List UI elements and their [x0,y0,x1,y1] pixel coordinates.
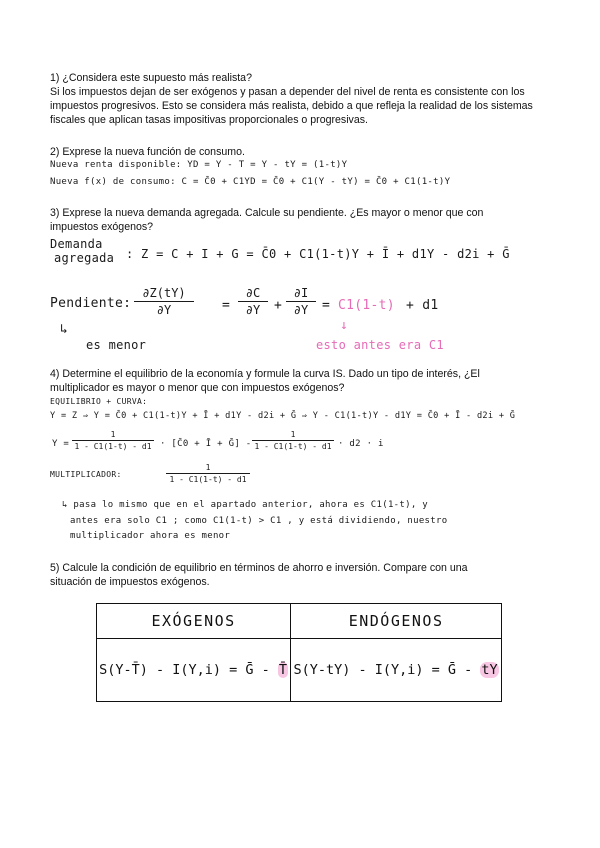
q3-slope-equals-1: = [222,298,231,313]
q3-slope-fraction-2-num: ∂C [238,286,268,302]
q4-equilibrium-equation: Y = Z ⇒ Y = C̄0 + C1(1-t)Y + Ī + d1Y - d2i + Ḡ ⇒ Y - C1(1-t)Y - d1Y = C̄0 + Ī - d2i + Ḡ [50,411,516,421]
q4-multiplier-fraction-1 [72,430,154,451]
q4-fraction-2-num: 1 [252,430,334,441]
q1-body-line-3: fiscales que aplican tasas impositivas proporcionales o progresivas. [50,114,368,126]
q4-fraction-1-den: 1 - C1(1-t) - d1 [74,442,152,451]
exogenos-equation-text: S(Y-T̄) - I(Y,i) = Ḡ - [99,662,278,678]
q1-title: 1) ¿Considera este supuesto más realista? [50,72,252,84]
q3-slope-fraction-1 [134,286,194,317]
q3-slope-c1-term: C1(1-t) [338,298,395,313]
q3-slope-fraction-2-den: ∂Y [245,303,261,317]
q4-title-line-2: multiplicador es mayor o menor que con impuestos exógenos? [50,382,345,394]
q3-slope-fraction-3 [286,286,316,317]
q3-title-line-1: 3) Exprese la nueva demanda agregada. Calcule su pendiente. ¿Es mayor o menor que con [50,207,484,219]
q3-slope-fraction-1-den: ∂Y [156,303,172,317]
exogenos-highlight: T̄ [278,662,288,678]
q4-title-line-1: 4) Determine el equilibrio de la economía y formule la curva IS. Dado un tipo de interés, ¿El [50,368,480,380]
q4-note-line-3: multiplicador ahora es menor [70,531,231,541]
q3-aggregate-demand-label-1: Demanda [50,237,103,251]
q5-title-line-1: 5) Calcule la condición de equilibrio en términos de ahorro e inversión. Compare con una [50,562,468,574]
q4-multiplier-fraction-2 [252,430,334,451]
q4-multiplier-den: 1 - C1(1-t) - d1 [169,475,247,484]
q4-multiplier-label: MULTIPLICADOR: [50,470,122,479]
endogenos-highlight: tY [481,662,498,678]
q4-multiplier-num: 1 [166,463,250,474]
header-endogenos: ENDÓGENOS [291,604,502,639]
q3-slope-fraction-3-den: ∂Y [293,303,309,317]
cell-exogenos-equation [97,639,291,702]
q3-slope-fraction-3-num: ∂I [286,286,316,302]
q1-body-line-1: Si los impuestos dejan de ser exógenos y pasan a depender del nivel de renta es consistente con los [50,86,525,98]
endogenos-equation-text: S(Y-tY) - I(Y,i) = Ḡ - [293,662,481,678]
q4-multiplier-fraction [166,463,250,484]
q4-equilibrium-label: EQUILIBRIO + CURVA: [50,397,148,406]
q4-fraction-1-num: 1 [72,430,154,441]
q3-aggregate-demand-label-2: agregada [54,251,115,265]
q3-slope-equals-2: = [322,298,331,313]
q1-body-line-2: impuestos progresivos. Esto se considera más realista, debido a que refleja la realidad de los sistemas [50,100,533,112]
q3-slope-label: Pendiente: [50,296,132,311]
q4-y-middle: · [C̄0 + Ī + Ḡ] - [160,439,252,449]
header-exogenos: EXÓGENOS [97,604,291,639]
q3-aggregate-demand-equation: : Z = C + I + G = C̄0 + C1(1-t)Y + Ī + d1Y - d2i + Ḡ [126,247,510,261]
q4-y-tail: · d2 · i [338,439,384,449]
table-row [97,639,502,702]
q4-fraction-2-den: 1 - C1(1-t) - d1 [254,442,332,451]
q5-title-line-2: situación de impuestos exógenos. [50,576,210,588]
q3-pink-note: esto antes era C1 [316,338,444,352]
q3-slope-d1-term: + d1 [406,298,439,313]
q2-handwritten-line-1: Nueva renta disponible: YD = Y - T = Y - tY = (1-t)Y [50,160,348,170]
q4-note-line-2: antes era solo C1 ; como C1(1-t) > C1 , y está dividiendo, nuestro [70,516,448,526]
q3-pink-down-arrow: ↓ [340,318,349,333]
q5-comparison-table [96,603,502,702]
q3-es-menor: es menor [86,338,147,352]
q3-hook-arrow: ↳ [60,322,69,337]
q4-y-prefix: Y = [52,439,70,449]
q3-title-line-2: impuestos exógenos? [50,221,154,233]
q2-handwritten-line-2: Nueva f(x) de consumo: C = C̄0 + C1YD = C̄0 + C1(Y - tY) = C̄0 + C1(1-t)Y [50,177,451,187]
q4-note-line-1: ↳ pasa lo mismo que en el apartado anterior, ahora es C1(1-t), y [62,500,428,510]
q2-title: 2) Exprese la nueva función de consumo. [50,146,245,158]
table-header-row [97,604,502,639]
q3-slope-fraction-2 [238,286,268,317]
cell-endogenos-equation [291,639,502,702]
q3-slope-fraction-1-num: ∂Z(tY) [134,286,194,302]
q3-slope-plus: + [274,298,283,313]
